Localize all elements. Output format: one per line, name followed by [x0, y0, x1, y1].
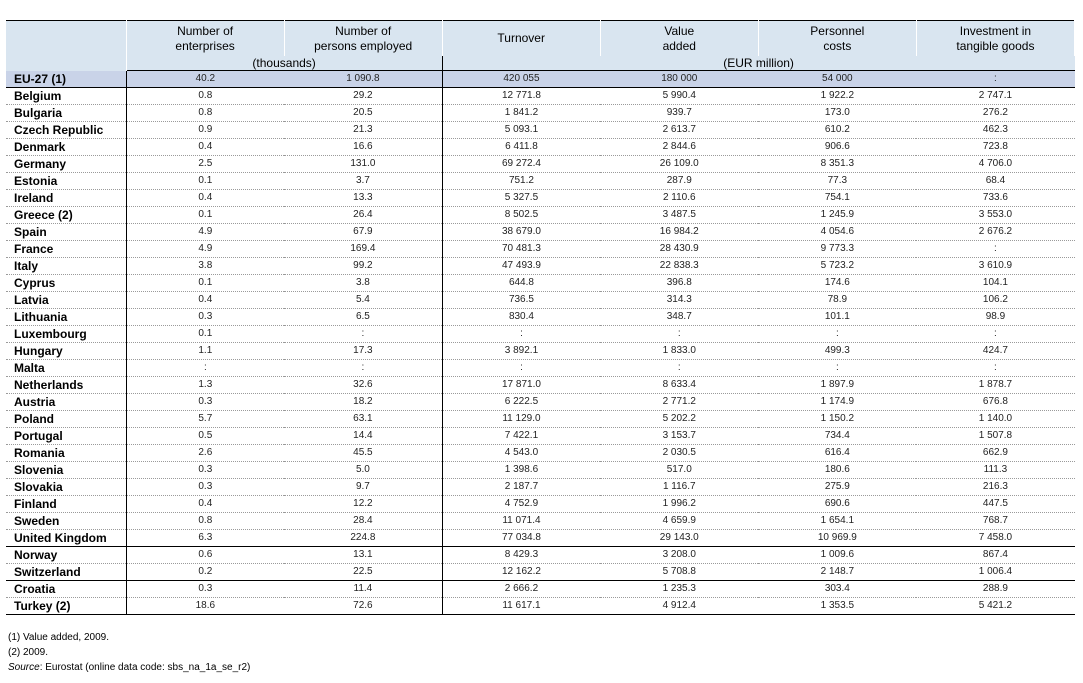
table-cell: 21.3: [284, 122, 442, 139]
row-label: Slovenia: [6, 462, 126, 479]
table-cell: 4 054.6: [758, 224, 916, 241]
row-label: EU-27 (1): [6, 71, 126, 88]
table-cell: 5.4: [284, 292, 442, 309]
table-cell: 0.1: [126, 173, 284, 190]
table-cell: 0.3: [126, 394, 284, 411]
table-cell: :: [916, 326, 1074, 343]
table-row: [6, 343, 1075, 360]
table-row: [6, 513, 1075, 530]
row-label: United Kingdom: [6, 530, 126, 547]
table-cell: 67.9: [284, 224, 442, 241]
row-label: Czech Republic: [6, 122, 126, 139]
table-cell: 2.6: [126, 445, 284, 462]
table-row: [6, 156, 1075, 173]
table-row: [6, 496, 1075, 513]
table-cell: 939.7: [600, 105, 758, 122]
table-cell: 180 000: [600, 71, 758, 88]
table-cell: 4 543.0: [442, 445, 600, 462]
table-cell: 0.6: [126, 547, 284, 564]
table-cell: 9 773.3: [758, 241, 916, 258]
table-cell: 22.5: [284, 564, 442, 581]
table-cell: 1.3: [126, 377, 284, 394]
row-label: Latvia: [6, 292, 126, 309]
table-cell: 7 422.1: [442, 428, 600, 445]
table-cell: 78.9: [758, 292, 916, 309]
table-cell: 18.2: [284, 394, 442, 411]
table-cell: 0.9: [126, 122, 284, 139]
table-cell: 276.2: [916, 105, 1074, 122]
header-enterprises: Number of enterprises: [126, 21, 284, 57]
table-row: [6, 581, 1075, 598]
table-cell: 2.5: [126, 156, 284, 173]
table-cell: 733.6: [916, 190, 1074, 207]
table-cell: 4 752.9: [442, 496, 600, 513]
table-cell: 6 411.8: [442, 139, 600, 156]
header-investment-tangible-goods: Investment in tangible goods: [916, 21, 1074, 57]
table-cell: 11.4: [284, 581, 442, 598]
table-cell: 22 838.3: [600, 258, 758, 275]
source-label: Source: [8, 662, 40, 673]
table-cell: :: [600, 360, 758, 377]
table-cell: 906.6: [758, 139, 916, 156]
table-cell: 99.2: [284, 258, 442, 275]
table-cell: 11 071.4: [442, 513, 600, 530]
table-cell: 0.8: [126, 513, 284, 530]
row-label: Bulgaria: [6, 105, 126, 122]
table-row: [6, 258, 1075, 275]
source-text: : Eurostat (online data code: sbs_na_1a_se_r2): [39, 662, 251, 673]
table-cell: :: [916, 360, 1074, 377]
table-cell: 0.4: [126, 139, 284, 156]
table-cell: 13.1: [284, 547, 442, 564]
table-row: [6, 377, 1075, 394]
table-cell: 4 912.4: [600, 598, 758, 615]
footnote-1: (1) Value added, 2009.: [8, 632, 110, 643]
table-cell: 69 272.4: [442, 156, 600, 173]
table-cell: :: [758, 360, 916, 377]
table-cell: 6.3: [126, 530, 284, 547]
row-label: Slovakia: [6, 479, 126, 496]
table-cell: 2 747.1: [916, 88, 1074, 105]
table-header: [6, 21, 1075, 71]
table-cell: 0.2: [126, 564, 284, 581]
table-cell: 0.1: [126, 207, 284, 224]
table-cell: 3 487.5: [600, 207, 758, 224]
footnotes: [8, 630, 250, 675]
table-cell: 17 871.0: [442, 377, 600, 394]
table-cell: 314.3: [600, 292, 758, 309]
table-cell: 1 833.0: [600, 343, 758, 360]
table-cell: 1 996.2: [600, 496, 758, 513]
row-label: Italy: [6, 258, 126, 275]
table-cell: 751.2: [442, 173, 600, 190]
table-cell: 54 000: [758, 71, 916, 88]
table-cell: 8 502.5: [442, 207, 600, 224]
table-cell: 8 351.3: [758, 156, 916, 173]
table-cell: 1 235.3: [600, 581, 758, 598]
table-row: [6, 394, 1075, 411]
table-cell: :: [284, 360, 442, 377]
table-cell: 462.3: [916, 122, 1074, 139]
row-label: Sweden: [6, 513, 126, 530]
table-cell: 3 892.1: [442, 343, 600, 360]
table-cell: 287.9: [600, 173, 758, 190]
table-cell: 32.6: [284, 377, 442, 394]
table-cell: 224.8: [284, 530, 442, 547]
table-cell: 29.2: [284, 88, 442, 105]
header-value-added: Value added: [600, 21, 758, 57]
table-cell: 1 116.7: [600, 479, 758, 496]
unit-eur-million: (EUR million): [442, 56, 1074, 71]
header-turnover: Turnover: [442, 21, 600, 57]
table-cell: 70 481.3: [442, 241, 600, 258]
table-row: [6, 275, 1075, 292]
table-cell: 8 633.4: [600, 377, 758, 394]
table-row: [6, 598, 1075, 615]
row-label: Belgium: [6, 88, 126, 105]
table-cell: 0.4: [126, 190, 284, 207]
table-cell: 867.4: [916, 547, 1074, 564]
table-cell: 644.8: [442, 275, 600, 292]
table-cell: 610.2: [758, 122, 916, 139]
table-cell: 12 162.2: [442, 564, 600, 581]
table-cell: 40.2: [126, 71, 284, 88]
table-cell: 1 009.6: [758, 547, 916, 564]
table-cell: 0.3: [126, 581, 284, 598]
table-cell: 0.3: [126, 479, 284, 496]
table-row: [6, 547, 1075, 564]
source-line: [8, 660, 250, 675]
table-cell: 17.3: [284, 343, 442, 360]
row-label: Norway: [6, 547, 126, 564]
table-row: [6, 241, 1075, 258]
table-cell: 68.4: [916, 173, 1074, 190]
table-cell: 616.4: [758, 445, 916, 462]
table-cell: 38 679.0: [442, 224, 600, 241]
table-cell: 106.2: [916, 292, 1074, 309]
statistics-table: [6, 20, 1075, 615]
table-row: [6, 105, 1075, 122]
table-cell: 499.3: [758, 343, 916, 360]
header-personnel-costs: Personnel costs: [758, 21, 916, 57]
row-label: France: [6, 241, 126, 258]
row-label: Switzerland: [6, 564, 126, 581]
table-cell: 4 659.9: [600, 513, 758, 530]
statistics-table-container: [6, 20, 1075, 615]
table-cell: 768.7: [916, 513, 1074, 530]
table-cell: 7 458.0: [916, 530, 1074, 547]
table-cell: 676.8: [916, 394, 1074, 411]
table-cell: 5 421.2: [916, 598, 1074, 615]
table-cell: 723.8: [916, 139, 1074, 156]
table-cell: 1 507.8: [916, 428, 1074, 445]
row-label: Spain: [6, 224, 126, 241]
table-cell: 2 676.2: [916, 224, 1074, 241]
table-cell: 5 327.5: [442, 190, 600, 207]
row-label-header: [6, 21, 126, 71]
table-cell: 2 844.6: [600, 139, 758, 156]
table-cell: 1 654.1: [758, 513, 916, 530]
table-cell: 1 174.9: [758, 394, 916, 411]
table-cell: 1 140.0: [916, 411, 1074, 428]
table-cell: 3 553.0: [916, 207, 1074, 224]
row-label: Malta: [6, 360, 126, 377]
table-row: [6, 309, 1075, 326]
table-cell: 0.4: [126, 292, 284, 309]
table-cell: 26.4: [284, 207, 442, 224]
table-cell: :: [758, 326, 916, 343]
row-label: Finland: [6, 496, 126, 513]
table-cell: 2 666.2: [442, 581, 600, 598]
row-label: Turkey (2): [6, 598, 126, 615]
table-cell: 3 208.0: [600, 547, 758, 564]
table-row: [6, 479, 1075, 496]
table-row: [6, 139, 1075, 156]
table-row: [6, 445, 1075, 462]
row-label: Romania: [6, 445, 126, 462]
table-cell: 1 897.9: [758, 377, 916, 394]
row-label: Ireland: [6, 190, 126, 207]
table-cell: 20.5: [284, 105, 442, 122]
table-cell: 396.8: [600, 275, 758, 292]
table-cell: 101.1: [758, 309, 916, 326]
table-cell: 4.9: [126, 224, 284, 241]
table-cell: 424.7: [916, 343, 1074, 360]
table-cell: 662.9: [916, 445, 1074, 462]
table-cell: :: [916, 241, 1074, 258]
row-label: Denmark: [6, 139, 126, 156]
table-cell: 47 493.9: [442, 258, 600, 275]
table-cell: 734.4: [758, 428, 916, 445]
table-cell: 0.1: [126, 326, 284, 343]
table-cell: 174.6: [758, 275, 916, 292]
table-cell: 77 034.8: [442, 530, 600, 547]
table-cell: :: [442, 326, 600, 343]
table-cell: 2 030.5: [600, 445, 758, 462]
table-cell: 1 150.2: [758, 411, 916, 428]
table-cell: 0.5: [126, 428, 284, 445]
table-cell: 104.1: [916, 275, 1074, 292]
row-label: Austria: [6, 394, 126, 411]
table-cell: 3 153.7: [600, 428, 758, 445]
table-cell: 1 006.4: [916, 564, 1074, 581]
table-cell: 29 143.0: [600, 530, 758, 547]
row-label: Portugal: [6, 428, 126, 445]
table-cell: 5 202.2: [600, 411, 758, 428]
table-cell: 18.6: [126, 598, 284, 615]
row-label: Poland: [6, 411, 126, 428]
table-cell: 0.8: [126, 88, 284, 105]
table-cell: 1 090.8: [284, 71, 442, 88]
table-cell: 28 430.9: [600, 241, 758, 258]
table-cell: 26 109.0: [600, 156, 758, 173]
row-label: Estonia: [6, 173, 126, 190]
table-cell: 169.4: [284, 241, 442, 258]
table-cell: 131.0: [284, 156, 442, 173]
table-cell: 14.4: [284, 428, 442, 445]
table-row: [6, 207, 1075, 224]
table-cell: 9.7: [284, 479, 442, 496]
table-cell: 111.3: [916, 462, 1074, 479]
table-cell: 63.1: [284, 411, 442, 428]
table-cell: 45.5: [284, 445, 442, 462]
table-cell: 10 969.9: [758, 530, 916, 547]
table-cell: 1 841.2: [442, 105, 600, 122]
table-cell: 3 610.9: [916, 258, 1074, 275]
row-label: Luxembourg: [6, 326, 126, 343]
table-cell: 0.1: [126, 275, 284, 292]
table-cell: :: [916, 71, 1074, 88]
table-row: [6, 224, 1075, 241]
table-row: [6, 190, 1075, 207]
table-cell: 6.5: [284, 309, 442, 326]
table-cell: 5 723.2: [758, 258, 916, 275]
table-cell: 348.7: [600, 309, 758, 326]
table-cell: 1 878.7: [916, 377, 1074, 394]
table-cell: 517.0: [600, 462, 758, 479]
table-cell: 2 110.6: [600, 190, 758, 207]
table-row: [6, 173, 1075, 190]
table-cell: :: [126, 360, 284, 377]
table-cell: 275.9: [758, 479, 916, 496]
table-cell: :: [600, 326, 758, 343]
table-cell: 11 617.1: [442, 598, 600, 615]
table-cell: 8 429.3: [442, 547, 600, 564]
table-row: [6, 122, 1075, 139]
row-label: Cyprus: [6, 275, 126, 292]
row-label: Netherlands: [6, 377, 126, 394]
table-row: [6, 411, 1075, 428]
table-cell: 12.2: [284, 496, 442, 513]
table-cell: 2 613.7: [600, 122, 758, 139]
table-cell: 0.4: [126, 496, 284, 513]
row-label: Hungary: [6, 343, 126, 360]
table-cell: 5 990.4: [600, 88, 758, 105]
header-persons-employed: Number of persons employed: [284, 21, 442, 57]
table-cell: 98.9: [916, 309, 1074, 326]
table-cell: 3.8: [284, 275, 442, 292]
table-row: [6, 530, 1075, 547]
table-cell: :: [284, 326, 442, 343]
table-cell: 0.3: [126, 309, 284, 326]
unit-thousands: (thousands): [126, 56, 442, 71]
table-cell: 5 708.8: [600, 564, 758, 581]
table-row: [6, 462, 1075, 479]
table-cell: 173.0: [758, 105, 916, 122]
table-cell: :: [442, 360, 600, 377]
table-cell: 2 771.2: [600, 394, 758, 411]
table-cell: 12 771.8: [442, 88, 600, 105]
table-cell: 72.6: [284, 598, 442, 615]
table-cell: 16 984.2: [600, 224, 758, 241]
table-cell: 1.1: [126, 343, 284, 360]
table-cell: 13.3: [284, 190, 442, 207]
table-cell: 28.4: [284, 513, 442, 530]
table-cell: 288.9: [916, 581, 1074, 598]
table-cell: 6 222.5: [442, 394, 600, 411]
table-cell: 420 055: [442, 71, 600, 88]
table-row: [6, 88, 1075, 105]
table-cell: 11 129.0: [442, 411, 600, 428]
table-cell: 690.6: [758, 496, 916, 513]
table-cell: 303.4: [758, 581, 916, 598]
table-row: [6, 326, 1075, 343]
footnote-2: (2) 2009.: [8, 647, 49, 658]
row-label: Germany: [6, 156, 126, 173]
row-label: Greece (2): [6, 207, 126, 224]
row-label: Lithuania: [6, 309, 126, 326]
table-row: [6, 428, 1075, 445]
table-cell: 5.0: [284, 462, 442, 479]
table-row: [6, 360, 1075, 377]
table-cell: 4 706.0: [916, 156, 1074, 173]
table-cell: 1 922.2: [758, 88, 916, 105]
table-body: [6, 71, 1075, 615]
table-cell: 0.3: [126, 462, 284, 479]
table-cell: 736.5: [442, 292, 600, 309]
table-cell: 5.7: [126, 411, 284, 428]
table-cell: 1 245.9: [758, 207, 916, 224]
table-cell: 5 093.1: [442, 122, 600, 139]
table-cell: 447.5: [916, 496, 1074, 513]
table-row-eu27: [6, 71, 1075, 88]
table-cell: 16.6: [284, 139, 442, 156]
table-cell: 0.8: [126, 105, 284, 122]
table-row: [6, 564, 1075, 581]
table-cell: 830.4: [442, 309, 600, 326]
table-cell: 3.8: [126, 258, 284, 275]
table-cell: 754.1: [758, 190, 916, 207]
table-cell: 1 353.5: [758, 598, 916, 615]
table-row: [6, 292, 1075, 309]
table-cell: 2 187.7: [442, 479, 600, 496]
table-cell: 77.3: [758, 173, 916, 190]
table-cell: 2 148.7: [758, 564, 916, 581]
table-cell: 3.7: [284, 173, 442, 190]
table-cell: 180.6: [758, 462, 916, 479]
table-cell: 1 398.6: [442, 462, 600, 479]
table-cell: 4.9: [126, 241, 284, 258]
row-label: Croatia: [6, 581, 126, 598]
table-cell: 216.3: [916, 479, 1074, 496]
